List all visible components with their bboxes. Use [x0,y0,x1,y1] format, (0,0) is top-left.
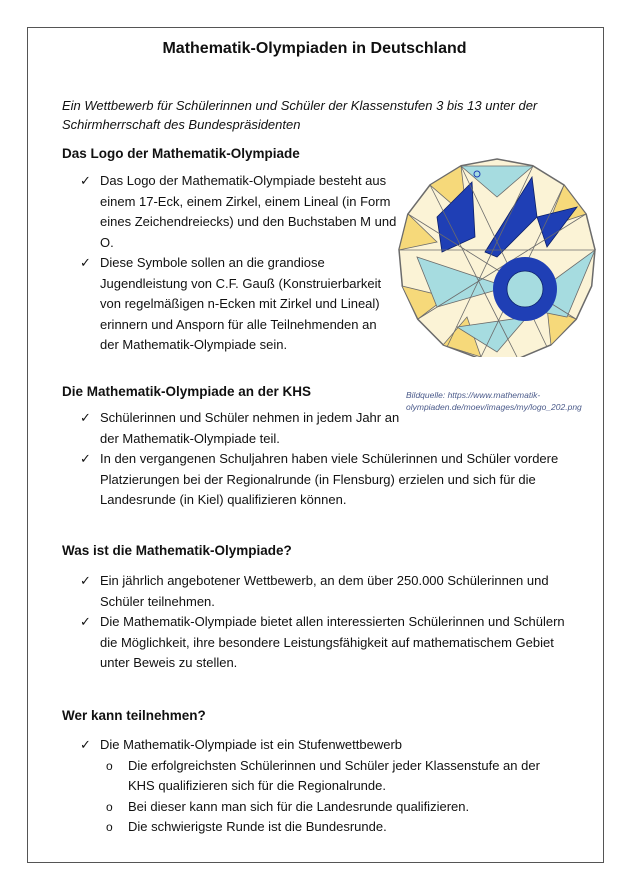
logo-list [80,171,398,356]
list-item: ✓ Diese Symbole sollen an die grandiose Jugendleistung von C.F. Gauß (Konstruierbarkeit von regelmäßigen n-Ecken mit Zirkel und Lineal) erinnern und Ansporn für alle Teilnehmenden an der Mathematik-Olympiade sein. [80,255,382,352]
section-heading-khs: Die Mathematik-Olympiade an der KHS [62,384,312,399]
checkmark-icon: ✓ [80,410,91,425]
circle-bullet-icon: o [106,758,113,773]
list-item: ✓ Das Logo der Mathematik-Olympiade besteht aus einem 17-Eck, einem Zirkel, einem Lineal (in Form eines Zeichendreiecks) und den Buchstaben M und O. [80,173,397,250]
checkmark-icon: ✓ [80,451,91,466]
who-list [80,735,560,838]
section-heading-what: Was ist die Mathematik-Olympiade? [62,543,292,558]
checkmark-icon: ✓ [80,255,91,270]
page-title: Mathematik-Olympiaden in Deutschland [162,40,467,57]
section-heading-who: Wer kann teilnehmen? [62,708,206,723]
checkmark-icon: ✓ [80,614,91,629]
circle-bullet-icon: o [106,820,113,834]
sublist-item: o Die erfolgreichsten Schülerinnen und Schüler jeder Klassenstufe an der KHS qualifizieren sich für die Regionalrunde. [106,757,540,793]
who-sublist [100,756,560,838]
list-item: ✓ Die Mathematik-Olympiade ist ein Stufenwettbewerb o Die erfolgreichsten Schülerinnen und Schüler jeder Klassenstufe an der KHS qualifizieren sich für die Regionalrunde. o Bei dieser kann man sich für die Landesrunde qualifizieren. o Die schwierigste Runde ist die Bundesrunde. [80,735,560,838]
sublist-item: o Bei dieser kann man sich für die Landesrunde qualifizieren. [100,797,560,818]
checkmark-icon: ✓ [80,737,91,752]
page-subtitle: Ein Wettbewerb für Schülerinnen und Schüler der Klassenstufen 3 bis 13 unter der Schirmherrschaft des Bundespräsidenten [62,98,538,132]
what-list [80,571,575,674]
section-heading-logo: Das Logo der Mathematik-Olympiade [62,146,300,161]
sublist-item: o Die schwierigste Runde ist die Bundesrunde. [100,817,560,838]
list-item: ✓ In den vergangenen Schuljahren haben viele Schülerinnen und Schüler vordere Platzierungen bei der Regionalrunde (in Flensburg) erzielen und sich für die Landesrunde (in Kiel) qualifizieren können. [80,451,559,507]
list-item: ✓ Die Mathematik-Olympiade bietet allen interessierten Schülerinnen und Schülern die Möglichkeit, ihre besondere Leistungsfähigkeit auf mathematischem Gebiet unter Beweis zu stellen. [80,614,565,670]
checkmark-icon: ✓ [80,573,91,588]
list-item: ✓ Schülerinnen und Schüler nehmen in jedem Jahr an der Mathematik-Olympiade teil. [80,410,400,446]
checkmark-icon: ✓ [80,173,91,188]
khs-list [80,408,570,511]
list-item: ✓ Ein jährlich angebotener Wettbewerb, an dem über 250.000 Schülerinnen und Schüler teilnehmen. [80,573,549,609]
image-caption: Bildquelle: https://www.mathematik-olympiaden.de/moev/images/my/logo_202.png [406,390,582,412]
circle-bullet-icon: o [106,799,113,814]
olympiad-logo-image [397,157,597,357]
